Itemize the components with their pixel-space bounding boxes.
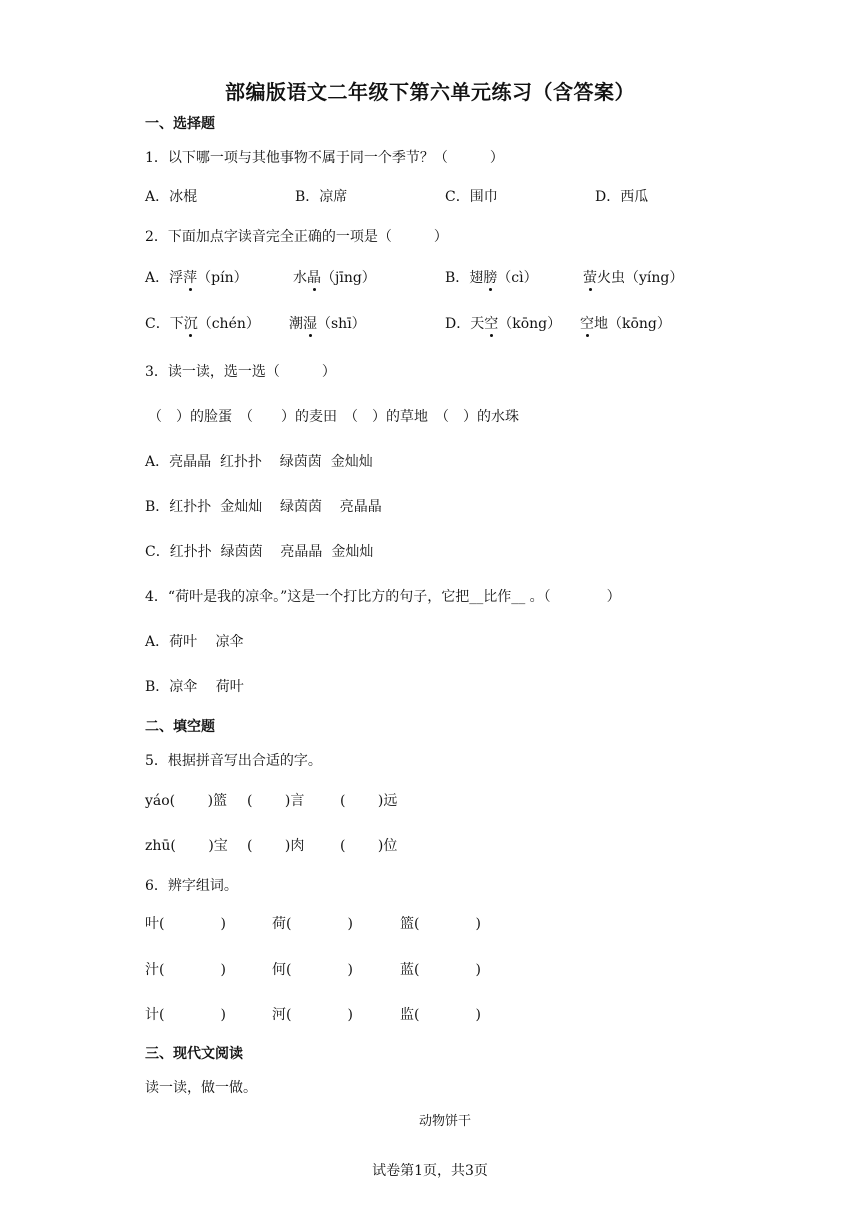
question-5-blank: zhū( )宝	[145, 838, 228, 854]
char: 下	[169, 316, 184, 332]
question-4-stem: 4．“荷叶是我的凉伞。”这是一个打比方的句子，它把__比作__ 。（ ）	[145, 589, 621, 605]
question-6-blank: 河( )	[272, 1007, 353, 1023]
question-5-blank: yáo( )篮	[145, 793, 228, 809]
dotted-char: 空	[580, 316, 594, 332]
char: 水	[293, 270, 307, 286]
dotted-char: 膀	[483, 270, 498, 286]
question-6-blank: 蓝( )	[400, 962, 481, 978]
section-heading-fill: 二、填空题	[145, 719, 215, 735]
question-1-option-b: B．凉席	[295, 189, 348, 205]
section-heading-choice: 一、选择题	[145, 116, 215, 132]
pinyin: （cì）	[497, 270, 538, 286]
section-heading-reading: 三、现代文阅读	[145, 1046, 243, 1062]
question-2-option-c-word2	[289, 313, 366, 333]
dotted-char: 晶	[307, 270, 321, 286]
question-3-stem: 3．读一读，选一选（ ）	[145, 364, 336, 380]
question-2-option-d-word2	[580, 313, 671, 333]
option-label: D．	[445, 316, 471, 332]
question-1-stem: 1．以下哪一项与其他事物不属于同一个季节？（ ）	[145, 150, 504, 166]
question-6-stem: 6．辨字组词。	[145, 878, 238, 894]
question-5-blank: ( )言	[247, 793, 305, 809]
option-label: B．	[445, 270, 470, 286]
pinyin: （shī）	[317, 316, 366, 332]
question-2-option-a-word2	[293, 267, 376, 287]
question-3-option-a: A．亮晶晶 红扑扑 绿茵茵 金灿灿	[145, 454, 373, 470]
dotted-char: 湿	[303, 316, 317, 332]
question-6-blank: 汁( )	[145, 962, 226, 978]
question-2-option-a	[145, 267, 248, 287]
dotted-char: 空	[484, 316, 499, 332]
question-1-option-a: A．冰棍	[145, 189, 198, 205]
pinyin: （kōng）	[498, 316, 562, 332]
question-6-blank: 计( )	[145, 1007, 226, 1023]
question-6-blank: 何( )	[272, 962, 353, 978]
pinyin: （chén）	[197, 316, 260, 332]
question-4-option-a: A．荷叶 凉伞	[145, 634, 244, 650]
page-title: 部编版语文二年级下第六单元练习（含答案）	[225, 80, 635, 104]
question-6-blank: 荷( )	[272, 916, 353, 932]
question-1-option-d: D．西瓜	[595, 189, 649, 205]
question-5-blank: ( )位	[340, 838, 398, 854]
question-2-option-c	[145, 313, 260, 333]
question-5-blank: ( )肉	[247, 838, 305, 854]
option-label: A．	[145, 270, 170, 286]
question-4-option-b: B．凉伞 荷叶	[145, 679, 244, 695]
question-3-blanks: （ ）的脸蛋 （ ）的麦田 （ ）的草地 （ ）的水珠	[148, 409, 519, 425]
question-3-option-b: B．红扑扑 金灿灿 绿茵茵 亮晶晶	[145, 499, 382, 515]
char: 天	[470, 316, 485, 332]
dotted-char: 萤	[583, 270, 597, 286]
char: 浮	[169, 270, 184, 286]
dotted-char: 萍	[183, 270, 198, 286]
pinyin: （jīng）	[321, 270, 376, 286]
char: 潮	[289, 316, 303, 332]
question-5-blank: ( )远	[340, 793, 398, 809]
question-3-option-c: C．红扑扑 绿茵茵 亮晶晶 金灿灿	[145, 544, 374, 560]
option-label: C．	[145, 316, 170, 332]
question-6-blank: 叶( )	[145, 916, 226, 932]
question-2-option-b	[445, 267, 538, 287]
question-2-option-b-word2	[583, 267, 683, 287]
question-5-stem: 5．根据拼音写出合适的字。	[145, 753, 322, 769]
question-6-blank: 监( )	[400, 1007, 481, 1023]
pinyin: （pín）	[197, 270, 248, 286]
pinyin: 火虫（yíng）	[597, 270, 684, 286]
question-6-blank: 篮( )	[400, 916, 481, 932]
passage-title: 动物饼干	[418, 1114, 471, 1129]
dotted-char: 沉	[183, 316, 198, 332]
reading-instruction: 读一读，做一做。	[145, 1080, 257, 1096]
question-1-option-c: C．围巾	[445, 189, 498, 205]
char: 翅	[469, 270, 484, 286]
question-2-stem: 2．下面加点字读音完全正确的一项是（ ）	[145, 229, 448, 245]
page-footer: 试卷第1页，共3页	[372, 1163, 488, 1179]
pinyin: 地（kōng）	[594, 316, 671, 332]
question-2-option-d	[445, 313, 561, 333]
